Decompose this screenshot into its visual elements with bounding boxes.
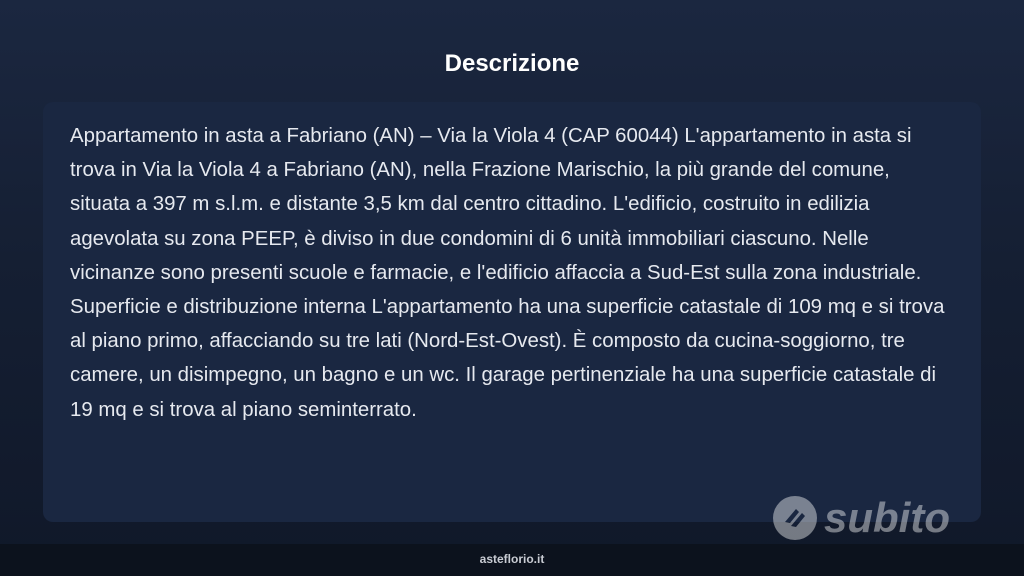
footer-site: asteflorio.it — [479, 552, 545, 566]
subito-watermark — [772, 490, 950, 546]
subito-logo-icon — [772, 495, 818, 541]
description-text: Appartamento in asta a Fabriano (AN) – Via la Viola 4 (CAP 60044) L'appartamento in asta si trova in Via la Viola 4 a Fabriano (AN), nella Frazione Marischio, la più grande del comune, situata a 397 m s.l.m. e distante 3,5 km dal centro cittadino. L'edificio, costruito in edilizia agevolata su zona PEEP, è diviso in due condomini di 6 unità immobiliari ciascuno. Nelle vicinanze sono presenti scuole e farmacie, e l'edificio affaccia a Sud-Est sulla zona industriale. Superficie e distribuzione interna L'appartamento ha una superficie catastale di 109 mq e si trova al piano primo, affacciando su tre lati (Nord-Est-Ovest). È composto da cucina-soggiorno, tre camere, un disimpegno, un bagno e un wc. Il garage pertinenziale ha una superficie catastale di 19 mq e si trova al piano seminterrato. — [70, 125, 945, 421]
description-card — [43, 102, 981, 522]
watermark-text: subito — [824, 494, 950, 541]
page-title: Descrizione — [444, 50, 580, 77]
